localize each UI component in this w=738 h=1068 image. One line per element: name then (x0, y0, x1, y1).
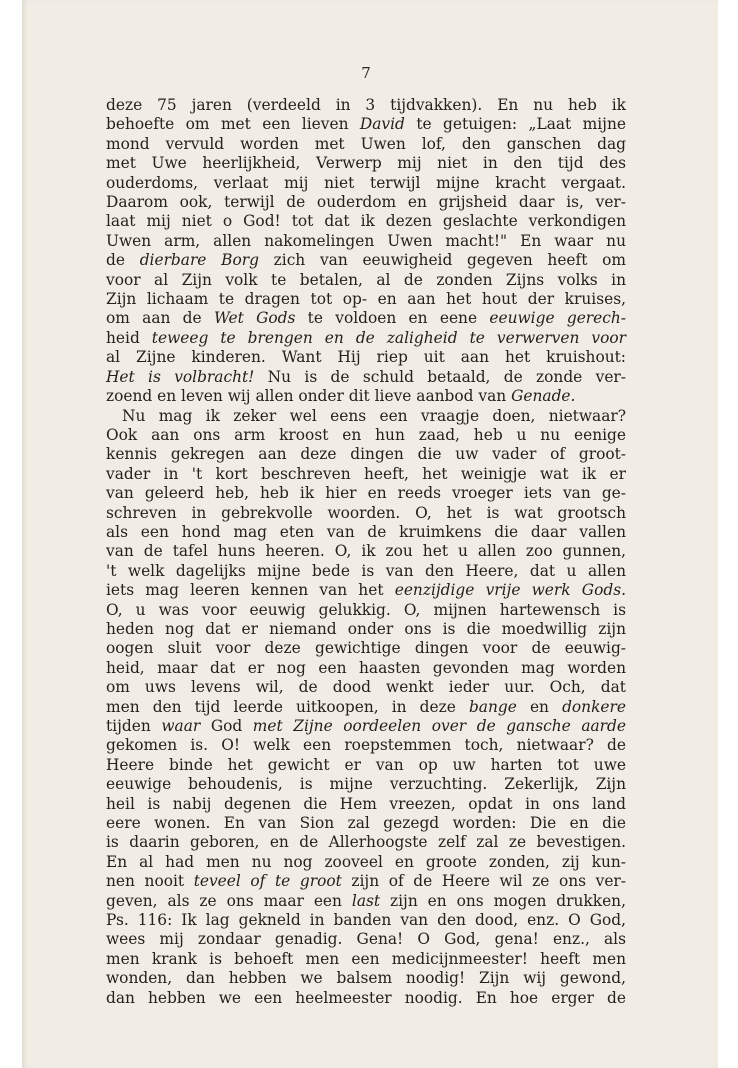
text-line: Ps. 116: Ik lag gekneld in banden van den dood, enz. O God, (106, 911, 626, 930)
text-line: wees mij zondaar genadig. Gena! O God, gena! enz., als (106, 930, 626, 949)
text-line: nen nooit teveel of te groot zijn of de Heere wil ze ons ver- (106, 872, 626, 891)
text-line: schreven in gebrekvolle woorden. O, het is wat grootsch (106, 503, 626, 522)
text-line: Nu mag ik zeker wel eens een vraagje doen, nietwaar? (122, 406, 626, 425)
page-number: 7 (361, 64, 371, 82)
text-line: met Uwe heerlijkheid, Verwerp mij niet in den tijd des (106, 154, 626, 173)
text-line: O, u was voor eeuwig gelukkig. O, mijnen hartewensch is (106, 600, 626, 619)
text-line: om aan de Wet Gods te voldoen en eene eeuwige gerech- (106, 309, 626, 328)
text-line: geven, als ze ons maar een last zijn en ons mogen drukken, (106, 891, 626, 910)
text-line: laat mij niet o God! tot dat ik dezen geslachte verkondigen (106, 212, 626, 231)
text-line: heid teweeg te brengen en de zaligheid te verwerven voor (106, 328, 626, 347)
text-line: kennis gekregen aan deze dingen die uw vader of groot- (106, 445, 626, 464)
text-line: behoefte om met een lieven David te getuigen: „Laat mijne (106, 115, 626, 134)
text-line: heid, maar dat er nog een haasten gevonden mag worden (106, 658, 626, 677)
text-line: deze 75 jaren (verdeeld in 3 tijdvakken). En nu heb ik (106, 96, 626, 114)
text-line: de dierbare Borg zich van eeuwigheid gegeven heeft om (106, 251, 626, 270)
text-line: van geleerd heb, heb ik hier en reeds vroeger iets van ge- (106, 484, 626, 503)
text-line: is daarin geboren, en de Allerhoogste zelf zal ze bevestigen. (106, 833, 626, 852)
text-line: voor al Zijn volk te betalen, al de zonden Zijns volks in (106, 270, 626, 289)
text-line: 't welk dagelijks mijne bede is van den Heere, dat u allen (106, 561, 626, 580)
text-line: Zijn lichaam te dragen tot op- en aan het hout der kruises, (106, 290, 626, 309)
text-line: ouderdoms, verlaat mij niet terwijl mijne kracht vergaat. (106, 173, 626, 192)
text-line: zoend en leven wij allen onder dit lieve aanbod van Genade. (106, 387, 576, 406)
body-text (106, 96, 626, 1008)
text-line: tijden waar God met Zijne oordeelen over de gansche aarde (106, 717, 626, 735)
text-line: men den tijd leerde uitkoopen, in deze bange en donkere (106, 697, 626, 716)
text-line: Daarom ook, terwijl de ouderdom en grijsheid daar is, ver- (106, 193, 626, 212)
text-line: van de tafel huns heeren. O, ik zou het u allen zoo gunnen, (106, 542, 626, 561)
text-line: gekomen is. O! welk een roepstemmen toch, nietwaar? de (106, 736, 626, 755)
text-line: eeuwige behoudenis, is mijne verzuchting. Zekerlijk, Zijn (106, 775, 626, 794)
text-line: heil is nabij degenen die Hem vreezen, opdat in ons land (106, 794, 626, 813)
text-line: heden nog dat er niemand onder ons is die moedwillig zijn (106, 619, 626, 638)
text-line: wonden, dan hebben we balsem noodig! Zijn wij gewond, (106, 969, 626, 988)
paper-sheet (22, 0, 718, 1068)
text-line: mond vervuld worden met Uwen lof, den ganschen dag (106, 134, 626, 153)
text-line: vader in 't kort beschreven heeft, het weinigje wat ik er (106, 464, 626, 483)
text-line: Ook aan ons arm kroost en hun zaad, heb u nu eenige (106, 425, 626, 444)
text-line: Heere binde het gewicht er van op uw harten tot uwe (106, 755, 626, 774)
text-line: En al had men nu nog zooveel en groote zonden, zij kun- (106, 852, 626, 871)
text-line: Uwen arm, allen nakomelingen Uwen macht!" En waar nu (106, 231, 626, 250)
text-line: men krank is behoeft men een medicijnmeester! heeft men (106, 949, 626, 968)
text-line: oogen sluit voor deze gewichtige dingen voor de eeuwig- (106, 639, 626, 658)
text-line: om uws levens wil, de dood wenkt ieder uur. Och, dat (106, 678, 626, 697)
text-line: al Zijne kinderen. Want Hij riep uit aan het kruishout: (106, 348, 626, 367)
text-line: dan hebben we een heelmeester noodig. En hoe erger de (106, 988, 626, 1007)
text-line: Het is volbracht! Nu is de schuld betaald, de zonde ver- (106, 367, 626, 386)
text-line: iets mag leeren kennen van het eenzijdige vrije werk Gods. (106, 581, 627, 600)
text-line: eere wonen. En van Sion zal gezegd worden: Die en die (106, 814, 626, 833)
text-line: als een hond mag eten van de kruimkens die daar vallen (106, 522, 626, 541)
